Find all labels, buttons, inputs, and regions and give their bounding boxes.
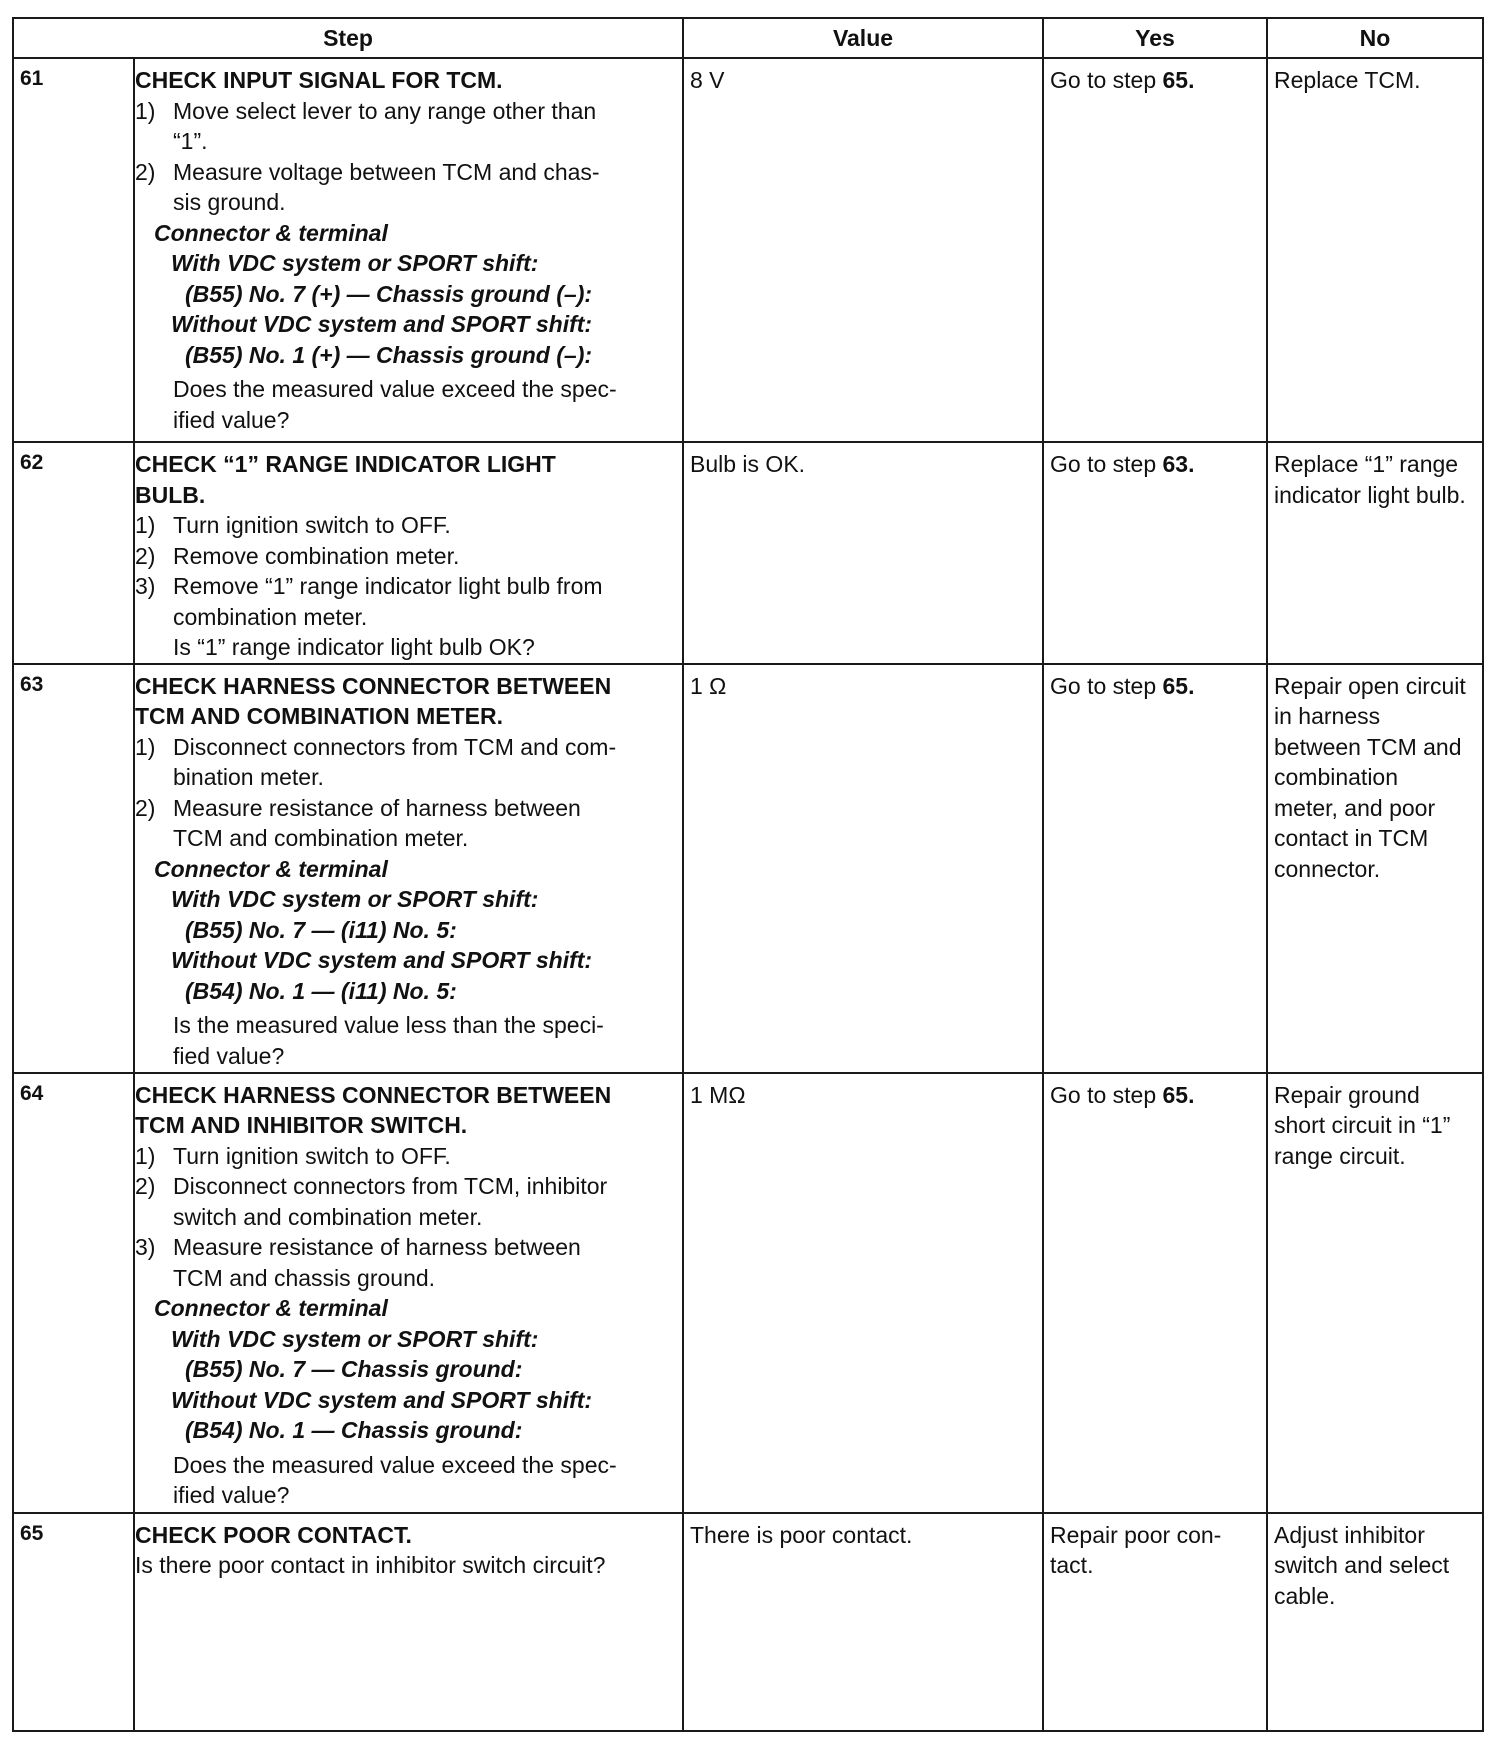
step-question: Does the measured value exceed the spec- ified value?	[173, 1451, 617, 1508]
list-item: 1) Disconnect connectors from TCM and com- bination meter.	[135, 733, 617, 790]
step-question: Is the measured value less than the speci- fied value?	[173, 1012, 604, 1069]
connector-heading: Connector & terminal	[154, 855, 388, 882]
step-question: Does the measured value exceed the spec- ified value?	[173, 376, 617, 433]
step-title: CHECK POOR CONTACT.	[135, 1521, 412, 1548]
no-cell: Repair ground short circuit in “1” range circuit.	[1267, 1073, 1483, 1513]
diagnostic-table	[12, 17, 1482, 1732]
yes-cell: Go to step 65.	[1043, 1073, 1267, 1513]
list-item: 3) Measure resistance of harness between TCM and chassis ground.	[135, 1234, 581, 1291]
step-number: 64	[13, 1073, 134, 1513]
connector-value: (B55) No. 7 — Chassis ground:	[185, 1356, 523, 1382]
table-row	[13, 1513, 1483, 1732]
list-item: 2) Measure voltage between TCM and chas- sis ground.	[135, 158, 600, 215]
connector-label: Without VDC system and SPORT shift:	[171, 947, 593, 973]
step-title: CHECK INPUT SIGNAL FOR TCM.	[135, 67, 503, 93]
no-cell: Replace TCM.	[1267, 58, 1483, 442]
connector-value: (B54) No. 1 — Chassis ground:	[185, 1417, 523, 1443]
yes-cell: Repair poor con- tact.	[1043, 1513, 1267, 1732]
list-item: 2) Measure resistance of harness between TCM and combination meter.	[135, 794, 581, 851]
list-item: 2) Remove combination meter.	[135, 542, 460, 569]
step-title: CHECK HARNESS CONNECTOR BETWEEN TCM AND COMBINATION METER.	[135, 672, 612, 729]
list-item: 3) Remove “1” range indicator light bulb from combination meter.	[135, 573, 603, 630]
value-cell: Bulb is OK.	[683, 442, 1043, 664]
connector-label: With VDC system or SPORT shift:	[171, 250, 539, 276]
connector-label: With VDC system or SPORT shift:	[171, 1325, 539, 1352]
yes-cell: Go to step 63.	[1043, 442, 1267, 664]
connector-value: (B54) No. 1 — (i11) No. 5:	[185, 977, 457, 1004]
step-description	[134, 664, 683, 1073]
value-cell: 1 MΩ	[683, 1073, 1043, 1513]
step-question: Is there poor contact in inhibitor switch circuit?	[135, 1552, 606, 1578]
connector-label: Without VDC system and SPORT shift:	[171, 1386, 593, 1413]
step-number: 63	[13, 664, 134, 1073]
connector-label: Without VDC system and SPORT shift:	[171, 311, 593, 337]
connector-value: (B55) No. 7 (+) — Chassis ground (–):	[185, 280, 593, 307]
connector-value: (B55) No. 7 — (i11) No. 5:	[185, 916, 457, 943]
step-description	[134, 1073, 683, 1513]
table-row	[13, 664, 1483, 1073]
table-row	[13, 58, 1483, 442]
step-number: 62	[13, 442, 134, 664]
header-no: No	[1267, 18, 1483, 58]
header-step: Step	[13, 18, 683, 58]
connector-label: With VDC system or SPORT shift:	[171, 886, 539, 912]
list-item: 1) Turn ignition switch to OFF.	[135, 512, 451, 538]
connector-heading: Connector & terminal	[154, 219, 388, 246]
list-item: 2) Disconnect connectors from TCM, inhibitor switch and combination meter.	[135, 1173, 608, 1230]
step-question: Is “1” range indicator light bulb OK?	[173, 634, 535, 660]
value-cell: 8 V	[683, 58, 1043, 442]
no-cell: Adjust inhibitor switch and select cable.	[1267, 1513, 1483, 1732]
step-number: 61	[13, 58, 134, 442]
step-description	[134, 442, 683, 664]
no-cell: Replace “1” range indicator light bulb.	[1267, 442, 1483, 664]
value-cell: There is poor contact.	[683, 1513, 1043, 1732]
list-item: 1) Turn ignition switch to OFF.	[135, 1142, 451, 1169]
step-description	[134, 1513, 683, 1732]
step-title: CHECK “1” RANGE INDICATOR LIGHT BULB.	[135, 451, 556, 508]
list-item: 1) Move select lever to any range other than “1”.	[135, 97, 597, 154]
value-cell: 1 Ω	[683, 664, 1043, 1073]
header-yes: Yes	[1043, 18, 1267, 58]
table-row	[13, 1073, 1483, 1513]
yes-cell: Go to step 65.	[1043, 58, 1267, 442]
step-title: CHECK HARNESS CONNECTOR BETWEEN TCM AND INHIBITOR SWITCH.	[135, 1081, 612, 1138]
step-number: 65	[13, 1513, 134, 1732]
no-cell: Repair open circuit in harness between TCM and combination meter, and poor contact in TCM connector.	[1267, 664, 1483, 1073]
header-row	[13, 18, 1483, 58]
step-description	[134, 58, 683, 442]
connector-heading: Connector & terminal	[154, 1295, 388, 1321]
connector-value: (B55) No. 1 (+) — Chassis ground (–):	[185, 341, 593, 368]
troubleshooting-table	[12, 17, 1484, 1732]
yes-cell: Go to step 65.	[1043, 664, 1267, 1073]
table-row	[13, 442, 1483, 664]
header-value: Value	[683, 18, 1043, 58]
